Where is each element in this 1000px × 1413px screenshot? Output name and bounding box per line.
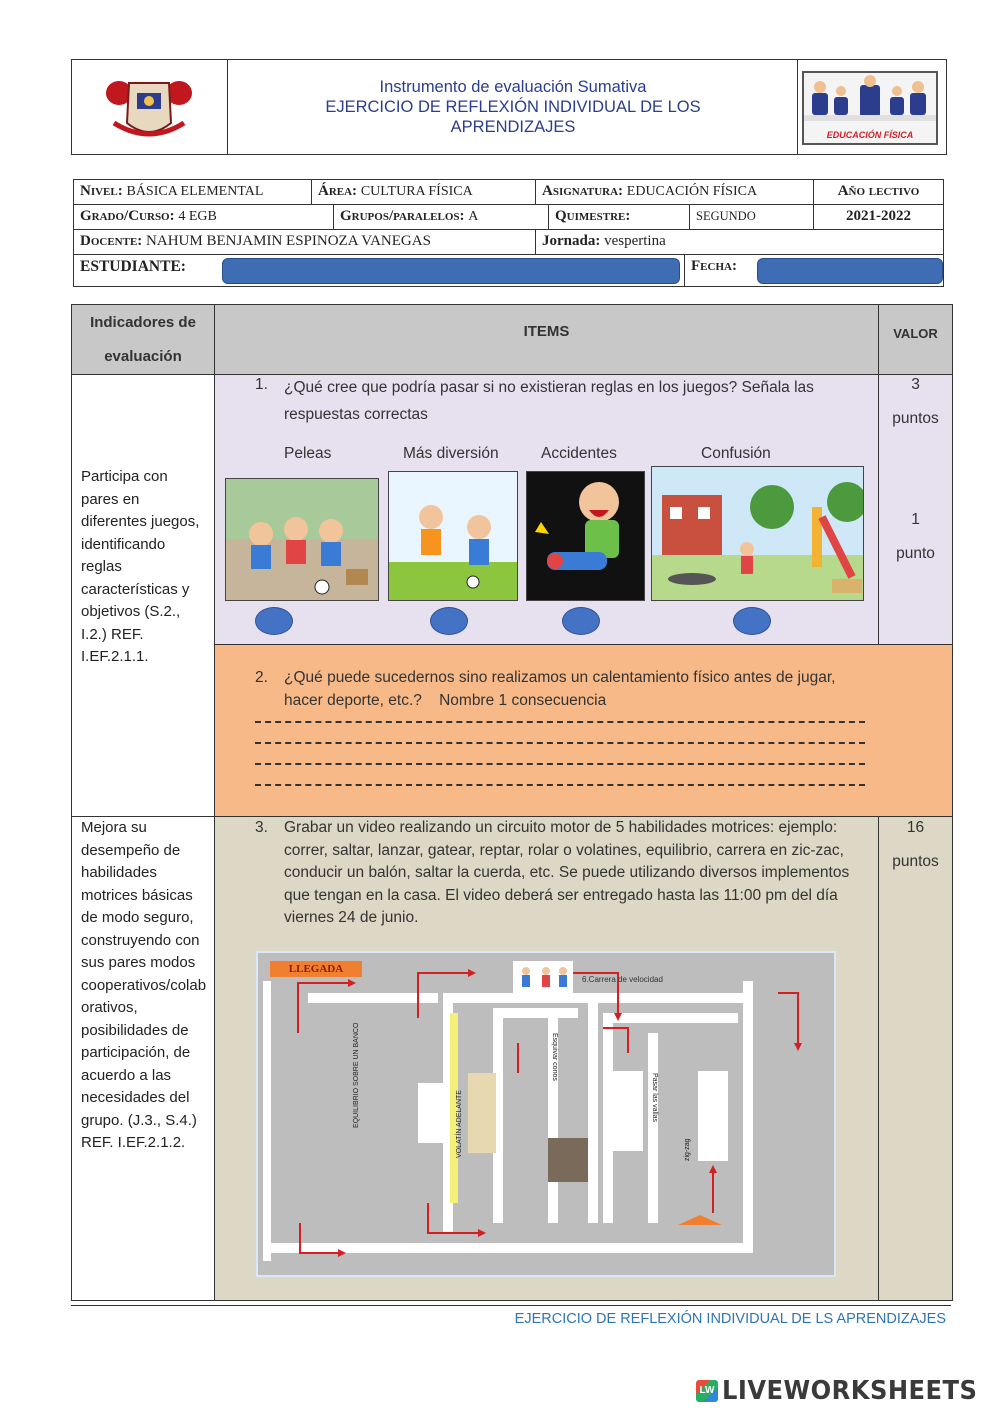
q3-points-unit: puntos xyxy=(892,853,939,870)
q3-points-block xyxy=(879,811,952,879)
fighting-kids-image xyxy=(225,478,379,601)
asignatura-label: Asignatura: xyxy=(542,183,624,199)
indicator-1: Participa con pares en diferentes juegos, identificando reglas características y objetivos (S.2., I.2.) REF. I.EF.2.1.1. xyxy=(81,468,200,665)
q1-points-b: 1 xyxy=(911,511,920,528)
asignatura-value: EDUCACIÓN FÍSICA xyxy=(626,184,758,199)
q3-points: 16 xyxy=(906,819,925,836)
q1-option-peleas: Peleas xyxy=(284,445,332,462)
liveworksheets-mark-icon: LW xyxy=(696,1380,718,1402)
info-row-3 xyxy=(74,230,943,255)
conos-label: Esquivar conos xyxy=(551,1033,558,1081)
info-row-4 xyxy=(74,255,943,286)
q1-option-accidentes: Accidentes xyxy=(541,445,617,462)
pe-logo-text: EDUCACIÓN FÍSICA xyxy=(826,130,914,140)
quimestre-value: SEGUNDO xyxy=(696,209,756,223)
q1-points-a: 3 xyxy=(911,376,920,393)
zigzag-label: zig-zag xyxy=(684,1138,691,1161)
estudiante-input[interactable] xyxy=(222,258,680,284)
q1-points-block xyxy=(879,368,952,571)
pe-kids-icon xyxy=(804,75,936,127)
title-line-1: Instrumento de evaluación Sumativa xyxy=(379,78,647,96)
q1-points-a-unit: puntos xyxy=(892,410,939,427)
grado-label: Grado/Curso: xyxy=(80,208,175,224)
estudiante-label: ESTUDIANTE: xyxy=(80,258,186,275)
q3-points-bg xyxy=(879,817,952,1300)
q1-option-confusion: Confusión xyxy=(701,445,771,462)
happy-kids-image xyxy=(388,471,518,601)
title-line-2: EJERCICIO DE REFLEXIÓN INDIVIDUAL DE LOS xyxy=(325,98,701,116)
answer-line-3[interactable] xyxy=(255,763,865,765)
document-header xyxy=(71,59,947,155)
area-cell xyxy=(312,180,536,204)
nivel-value: BÁSICA ELEMENTAL xyxy=(126,184,264,199)
liveworksheets-wordmark: LIVEWORKSHEETS xyxy=(722,1376,978,1406)
footer-text: EJERCICIO DE REFLEXIÓN INDIVIDUAL DE LS APRENDIZAJES xyxy=(514,1311,946,1327)
banco-label: EQUILIBRIO SOBRE UN BANCO xyxy=(353,1022,360,1128)
evaluation-table xyxy=(71,304,953,1301)
nivel-cell xyxy=(74,180,312,204)
quimestre-value-cell xyxy=(690,205,814,229)
title-line-3: APRENDIZAJES xyxy=(450,118,576,136)
q3-text: Grabar un video realizando un circuito motor de 5 habilidades motrices: ejemplo: correr, saltar, lanzar, gatear, reptar, rolar o volatines, equilibrio, carrera en zic-zac, conducir un balón, saltar la cuerda, etc. Se puede utilizando diversos implementos que tengan en la casa. El video deberá ser entregado hasta las 11:00 pm del día viernes 24 de junio. xyxy=(284,819,850,926)
anio-label-cell xyxy=(814,180,943,204)
info-table xyxy=(73,179,944,287)
jornada-label: Jornada: xyxy=(542,233,601,249)
valor-header: VALOR xyxy=(893,326,938,341)
velocidad-label: 6.Carrera de velocidad xyxy=(582,975,663,984)
info-row-1 xyxy=(74,180,943,205)
grado-value: 4 EGB xyxy=(178,209,217,224)
vallas-label: Pasar las vallas xyxy=(651,1073,658,1123)
quimestre-label: Quimestre: xyxy=(555,208,631,224)
pe-logo xyxy=(802,71,938,145)
fighting-kids-illustration xyxy=(226,479,379,601)
llegada-banner: LLEGADA xyxy=(270,961,362,977)
header-title xyxy=(228,60,798,154)
nivel-label: Nivel: xyxy=(80,183,123,199)
motor-circuit-image xyxy=(256,951,836,1277)
happy-kids-illustration xyxy=(389,472,518,601)
anio-value-cell xyxy=(814,205,943,229)
indicators-header-line2: evaluación xyxy=(104,348,182,365)
fecha-input[interactable] xyxy=(757,258,943,284)
jornada-value: vespertina xyxy=(604,233,666,249)
info-row-2 xyxy=(74,205,943,230)
q2-text: ¿Qué puede sucedernos sino realizamos un calentamiento físico antes de jugar, hacer deporte, etc.? Nombre 1 consecuencia xyxy=(284,669,840,709)
area-label: Área: xyxy=(318,183,358,199)
q1-number: 1. xyxy=(255,376,268,393)
grado-cell xyxy=(74,205,334,229)
answer-oval-confusion[interactable] xyxy=(733,607,771,635)
quimestre-cell xyxy=(549,205,690,229)
anio-label: Año lectivo xyxy=(837,183,920,199)
anio-value: 2021-2022 xyxy=(846,208,911,224)
area-value: CULTURA FÍSICA xyxy=(360,184,473,199)
circuit-path-diagram xyxy=(258,953,834,1275)
q1-points-b-unit: punto xyxy=(896,545,935,562)
q2-number: 2. xyxy=(255,669,268,686)
volatin-label: VOLATÍN ADELANTE xyxy=(456,1090,463,1158)
school-logo-cell xyxy=(72,60,228,154)
q3-number: 3. xyxy=(255,819,268,836)
items-header: ITEMS xyxy=(523,323,570,340)
indicator-2: Mejora su desempeño de habilidades motrices básicas de modo seguro, construyendo con sus pares modos cooperativos/colaborativos, posibilidades de participación, de acuerdo a las necesidades del grupo. (J.3., S.4.) REF. I.EF.2.1.2. xyxy=(81,819,207,1151)
pe-logo-cell xyxy=(797,60,946,154)
playground-image xyxy=(651,466,864,601)
footer-rule xyxy=(71,1305,951,1306)
fecha-label: Fecha: xyxy=(691,258,737,274)
answer-oval-peleas[interactable] xyxy=(255,607,293,635)
grupos-label: Grupos/paralelos: xyxy=(340,208,465,224)
grupos-cell xyxy=(334,205,549,229)
injured-kid-image xyxy=(526,471,645,601)
answer-line-2[interactable] xyxy=(255,742,865,744)
docente-cell xyxy=(74,230,536,254)
answer-oval-mas-diversion[interactable] xyxy=(430,607,468,635)
school-crest-logo xyxy=(99,73,199,143)
jornada-cell xyxy=(536,230,943,254)
docente-label: Docente: xyxy=(80,233,143,249)
answer-line-1[interactable] xyxy=(255,721,865,723)
answer-oval-accidentes[interactable] xyxy=(562,607,600,635)
q1-text: ¿Qué cree que podría pasar si no existieran reglas en los juegos? Señala las respuestas correctas xyxy=(284,379,814,423)
grupos-value: A xyxy=(468,209,479,224)
indicators-header xyxy=(72,305,214,374)
q1-option-mas-diversion: Más diversión xyxy=(403,445,499,462)
indicators-header-line1: Indicadores de xyxy=(90,314,196,331)
injured-kid-illustration xyxy=(527,472,645,601)
playground-illustration xyxy=(652,467,864,601)
answer-line-4[interactable] xyxy=(255,784,865,786)
docente-value: NAHUM BENJAMIN ESPINOZA VANEGAS xyxy=(146,233,431,249)
asignatura-cell xyxy=(536,180,814,204)
